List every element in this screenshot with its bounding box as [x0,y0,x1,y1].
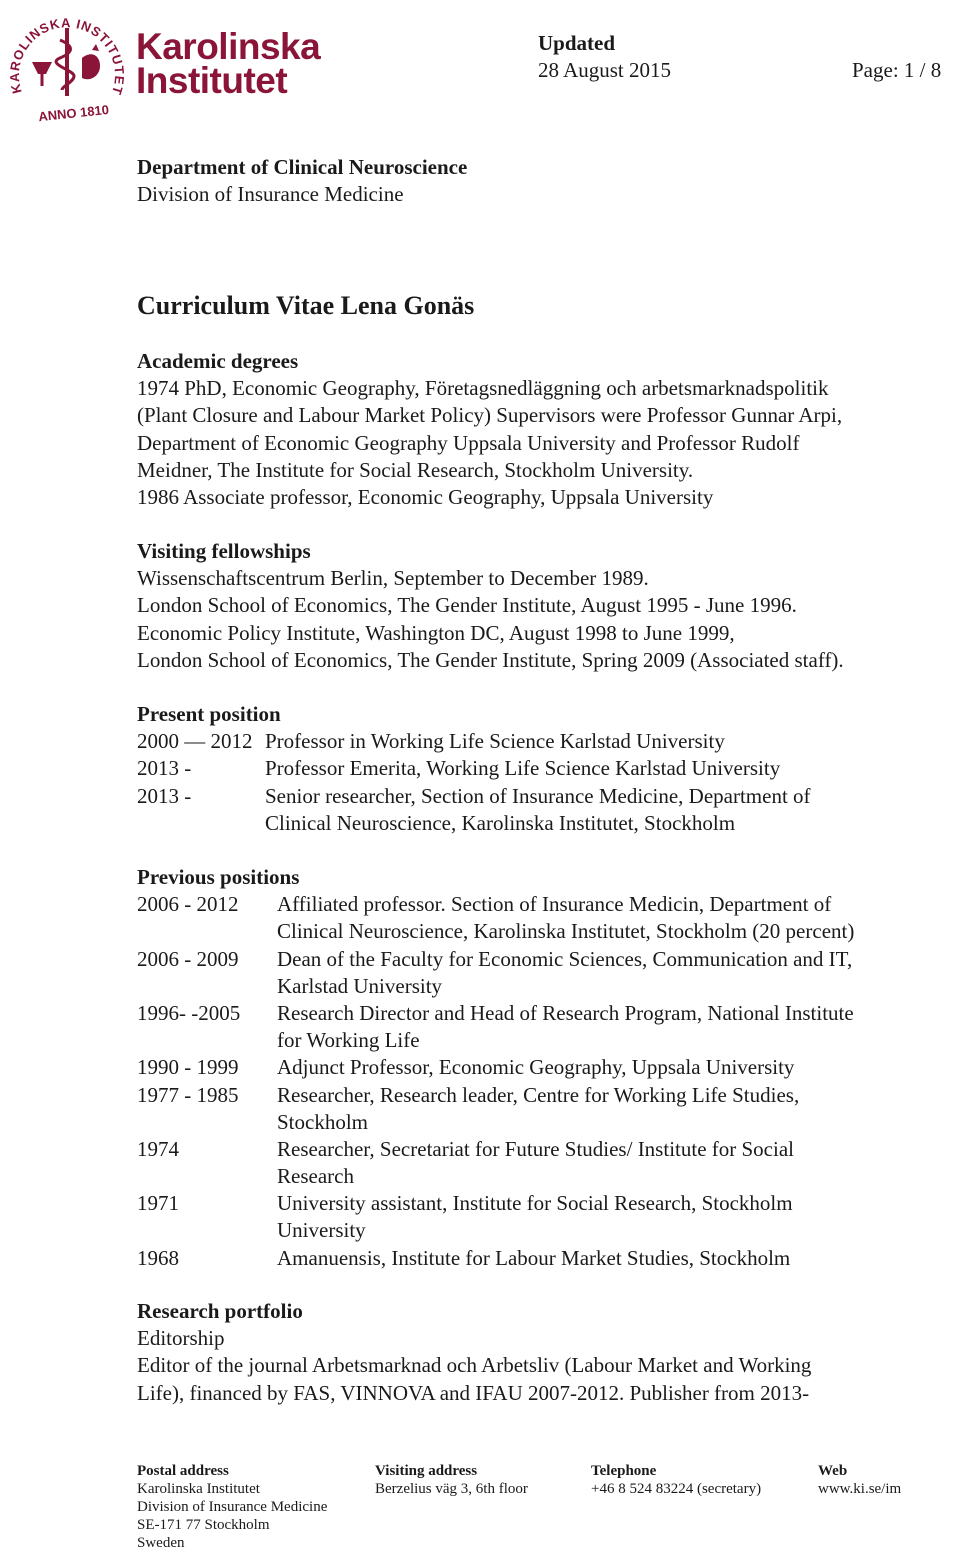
previous-text: Adjunct Professor, Economic Geography, Uppsala University [277,1055,795,1080]
research-subheading: Editorship [137,1326,225,1351]
previous-row [137,1217,854,1244]
previous-text: Dean of the Faculty for Economic Sciences, Communication and IT, [277,946,853,971]
previous-row [137,918,854,945]
present-row [137,755,811,782]
previous-text: University [277,1218,366,1243]
previous-text: Research [277,1164,354,1189]
updated-label: Updated [538,31,616,55]
previous-row [137,1082,854,1109]
previous-year: 2006 - 2012 [137,892,239,917]
present-text: Professor in Working Life Science Karlstad University [265,729,725,754]
footer-web-label: Web [818,1463,848,1479]
footer-visiting [375,1462,528,1498]
footer-telephone-line: +46 8 524 83224 (secretary) [591,1481,762,1497]
previous-year [137,1163,277,1190]
previous-text: Amanuensis, Institute for Labour Market Studies, Stockholm [277,1245,791,1270]
footer-visiting-label: Visiting address [375,1463,478,1479]
academic-line: Meidner, The Institute for Social Research, Stockholm University. [137,457,694,482]
academic-section [137,348,842,511]
previous-year [137,1217,277,1244]
previous-text: Researcher, Research leader, Centre for Working Life Studies, [277,1082,800,1107]
previous-heading: Previous positions [137,865,300,889]
fellowships-section [137,538,844,674]
research-section [137,1298,811,1407]
previous-row [137,946,854,973]
academic-heading: Academic degrees [137,349,299,373]
previous-year [137,1109,277,1136]
present-text: Clinical Neuroscience, Karolinska Institutet, Stockholm [265,810,736,835]
footer-postal-label: Postal address [137,1463,229,1479]
academic-line: (Plant Closure and Labour Market Policy) Supervisors were Professor Gunnar Arpi, [137,403,843,428]
previous-text: Research Director and Head of Research Program, National Institute [277,1000,854,1025]
page-indicator: Page: 1 / 8 [852,58,942,82]
present-year: 2013 - [137,783,192,808]
previous-text: for Working Life [277,1028,420,1053]
footer-web-link[interactable]: www.ki.se/im [818,1481,902,1497]
svg-text:ANNO 1810: ANNO 1810 [37,101,110,125]
present-row [137,783,811,810]
present-text: Senior researcher, Section of Insurance Medicine, Department of [265,783,811,808]
footer-postal-line: SE-171 77 Stockholm [137,1517,270,1533]
research-line: Editor of the journal Arbetsmarknad och Arbetsliv (Labour Market and Working [137,1353,812,1378]
previous-row [137,1054,854,1081]
previous-row [137,1136,854,1163]
updated-date: 28 August 2015 [538,58,672,82]
present-year [137,810,265,837]
previous-row [137,1163,854,1190]
logo-line-1: Karolinska [136,26,321,67]
department-name: Department of Clinical Neuroscience [137,155,468,179]
academic-line: Department of Economic Geography Uppsala University and Professor Rudolf [137,430,800,455]
previous-text: Clinical Neuroscience, Karolinska Institutet, Stockholm (20 percent) [277,919,855,944]
previous-year: 1990 - 1999 [137,1055,239,1080]
previous-year: 1996- -2005 [137,1000,241,1025]
previous-text: Stockholm [277,1109,369,1134]
fellowship-line: London School of Economics, The Gender Institute, Spring 2009 (Associated staff). [137,647,844,672]
footer-postal-line: Karolinska Institutet [137,1481,260,1497]
previous-row [137,1027,854,1054]
present-year: 2000 — 2012 [137,729,253,754]
logo-line-2: Institutet [136,60,288,101]
previous-text: University assistant, Institute for Social Research, Stockholm [277,1191,793,1216]
previous-year [137,1027,277,1054]
svg-text:KAROLINSKA INSTITUTET: KAROLINSKA INSTITUTET [6,15,128,98]
previous-row [137,1245,854,1272]
previous-row [137,1000,854,1027]
footer-postal-line: Sweden [137,1535,185,1551]
previous-text: Affiliated professor. Section of Insurance Medicin, Department of [277,892,832,917]
previous-section [137,864,854,1272]
academic-line: 1974 PhD, Economic Geography, Företagsnedläggning och arbetsmarknadspolitik [137,376,829,401]
present-section [137,701,811,837]
present-row [137,728,811,755]
fellowship-line: Economic Policy Institute, Washington DC, August 1998 to June 1999, [137,620,735,645]
previous-year: 1977 - 1985 [137,1082,239,1107]
previous-text: Karlstad University [277,973,443,998]
present-heading: Present position [137,702,281,726]
research-line: Life), financed by FAS, VINNOVA and IFAU 2007-2012. Publisher from 2013- [137,1380,810,1405]
previous-text: Researcher, Secretariat for Future Studies/ Institute for Social [277,1136,794,1161]
ki-logo [0,0,321,125]
fellowship-line: Wissenschaftscentrum Berlin, September to December 1989. [137,566,649,591]
present-year: 2013 - [137,756,192,781]
present-text: Professor Emerita, Working Life Science Karlstad University [265,756,781,781]
footer-telephone [591,1462,761,1498]
previous-year: 1968 [137,1245,179,1270]
previous-year: 2006 - 2009 [137,946,239,971]
academic-line: 1986 Associate professor, Economic Geography, Uppsala University [137,484,714,509]
previous-row [137,973,854,1000]
division-name: Division of Insurance Medicine [137,182,404,206]
footer-postal [137,1462,327,1552]
footer-postal-line: Division of Insurance Medicine [137,1499,328,1515]
footer-web [818,1462,901,1498]
footer-telephone-label: Telephone [591,1463,657,1479]
previous-row [137,891,854,918]
previous-year [137,973,277,1000]
previous-year: 1974 [137,1136,179,1161]
page-title: Curriculum Vitae Lena Gonäs [137,291,475,320]
research-heading: Research portfolio [137,1299,303,1323]
previous-row [137,1109,854,1136]
previous-year: 1971 [137,1191,179,1216]
present-row [137,810,811,837]
previous-row [137,1190,854,1217]
fellowship-line: London School of Economics, The Gender Institute, August 1995 - June 1996. [137,593,797,618]
footer-visiting-line: Berzelius väg 3, 6th floor [375,1481,528,1497]
fellowships-heading: Visiting fellowships [137,539,311,563]
previous-year [137,918,277,945]
